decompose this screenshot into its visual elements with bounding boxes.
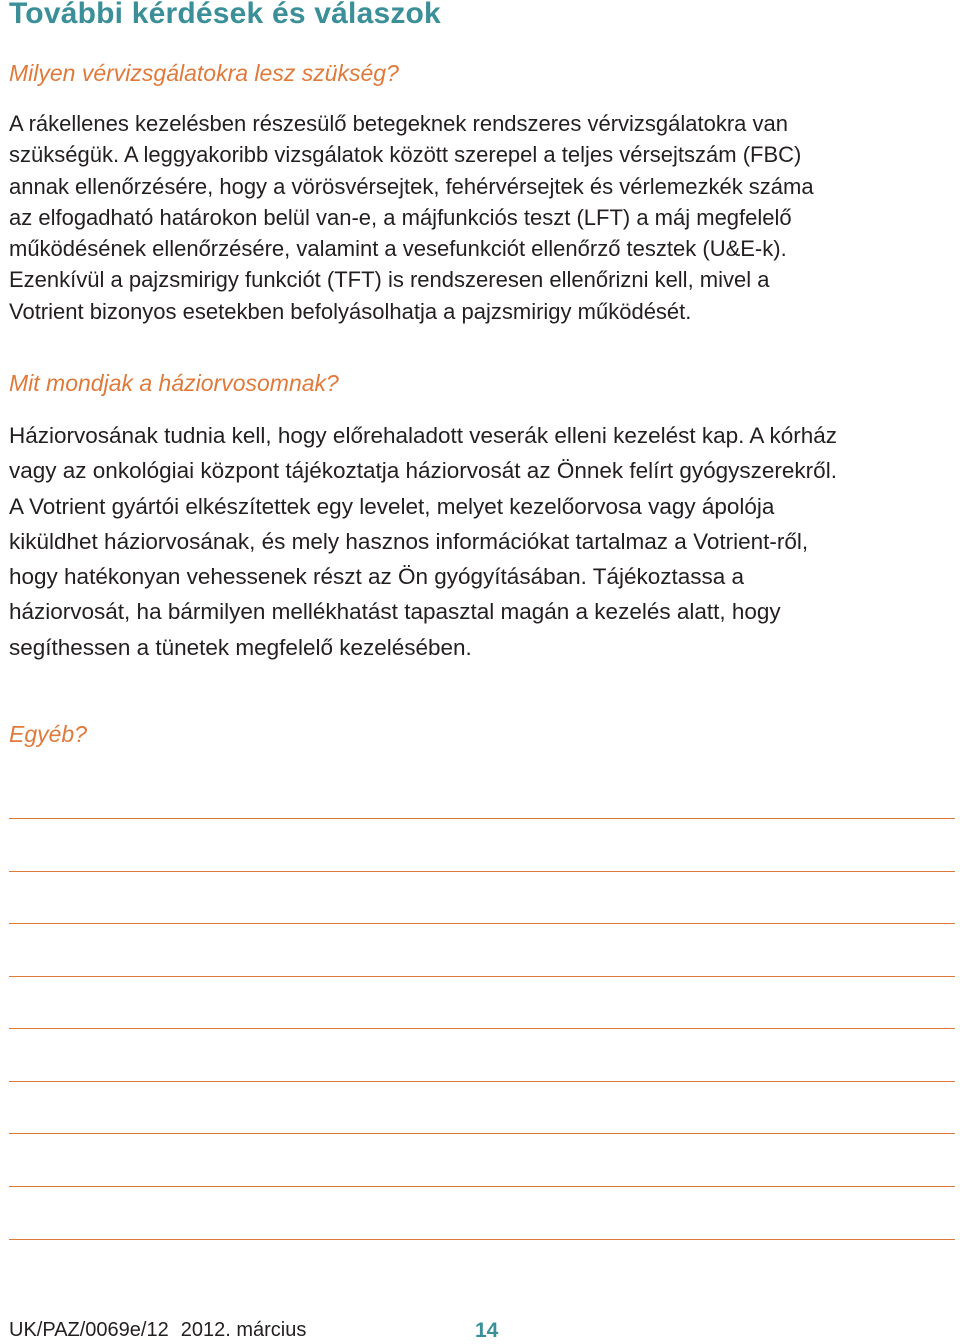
text-line: vagy az onkológiai központ tájékoztatja háziorvosát az Önnek felírt gyógyszerekről.: [9, 458, 837, 484]
text-line: Votrient bizonyos esetekben befolyásolhatja a pajzsmirigy működését.: [9, 298, 692, 324]
text-line: szükségük. A leggyakoribb vizsgálatok között szerepel a teljes vérsejtszám (FBC): [9, 142, 802, 168]
page-title: További kérdések és válaszok: [9, 0, 441, 30]
text-line: A Votrient gyártói elkészítettek egy levelet, melyet kezelőorvosa vagy ápolója: [9, 493, 775, 519]
note-line[interactable]: [9, 1028, 955, 1029]
text-line: Háziorvosának tudnia kell, hogy előrehaladott veserák elleni kezelést kap. A kórház: [9, 423, 837, 448]
footer: [9, 1318, 318, 1342]
answer-gp: [9, 418, 959, 665]
question-other: Egyéb?: [9, 721, 88, 747]
note-line[interactable]: [9, 1133, 955, 1134]
text-line: kiküldhet háziorvosának, és mely hasznos információkat tartalmaz a Votrient-ről,: [9, 528, 809, 554]
page-number: 14: [475, 1319, 499, 1342]
note-line[interactable]: [9, 923, 955, 924]
text-line: A rákellenes kezelésben részesülő betegeknek rendszeres vérvizsgálatokra van: [9, 111, 788, 136]
note-line[interactable]: [9, 871, 955, 872]
text-line: működésének ellenőrzésére, valamint a vesefunkciót ellenőrző tesztek (U&E-k).: [9, 236, 787, 262]
answer-blood-tests: [9, 108, 959, 327]
document-date: 2012. március: [180, 1319, 307, 1341]
note-line[interactable]: [9, 818, 955, 819]
text-line: annak ellenőrzésére, hogy a vörösvérsejtek, fehérvérsejtek és vérlemezkék száma: [9, 173, 814, 199]
text-line: Ezenkívül a pajzsmirigy funkciót (TFT) is rendszeresen ellenőrizni kell, mivel a: [9, 267, 770, 293]
text-line: hogy hatékonyan vehessenek részt az Ön gyógyításában. Tájékoztassa a: [9, 564, 745, 590]
document-code: UK/PAZ/0069e/12: [9, 1319, 169, 1341]
question-blood-tests: Milyen vérvizsgálatokra lesz szükség?: [9, 60, 399, 86]
note-line[interactable]: [9, 976, 955, 977]
question-gp: Mit mondjak a háziorvosomnak?: [9, 370, 339, 396]
note-line[interactable]: [9, 1081, 955, 1082]
text-line: háziorvosát, ha bármilyen mellékhatást tapasztal magán a kezelés alatt, hogy: [9, 599, 781, 625]
note-line[interactable]: [9, 1239, 955, 1240]
note-line[interactable]: [9, 1186, 955, 1187]
text-line: segíthessen a tünetek megfelelő kezelésében.: [9, 634, 472, 660]
text-line: az elfogadható határokon belül van-e, a májfunkciós teszt (LFT) a máj megfelelő: [9, 204, 792, 230]
